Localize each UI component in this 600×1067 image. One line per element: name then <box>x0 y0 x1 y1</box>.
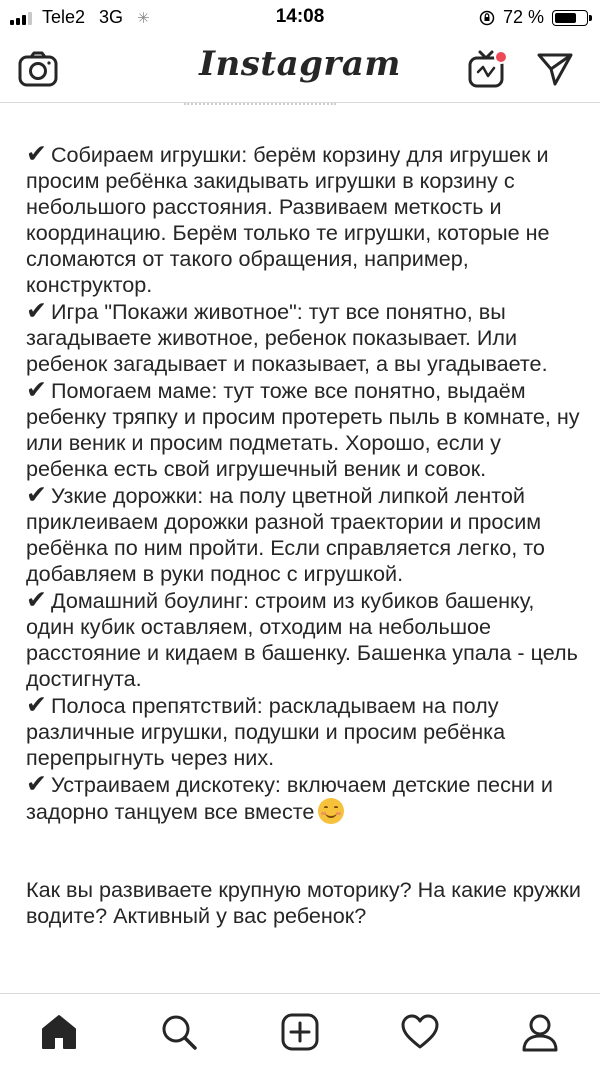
check-mark-icon: ✔ <box>26 586 47 614</box>
caption-divider <box>184 103 336 107</box>
check-mark-icon: ✔ <box>26 297 47 325</box>
clock: 14:08 <box>275 6 325 27</box>
rotation-lock-icon <box>479 10 495 26</box>
bottom-navigation <box>0 993 600 1067</box>
home-icon[interactable] <box>37 1010 81 1054</box>
notification-dot <box>495 51 507 63</box>
carrier-name: Tele2 <box>42 7 86 27</box>
profile-icon[interactable] <box>518 1010 562 1054</box>
battery-fill <box>555 13 576 23</box>
app-header <box>0 36 600 103</box>
post-caption-area <box>0 103 600 993</box>
caption-list-item: ✔ Полоса препятствий: раскладываем на полу различные игрушки, подушки и просим ребёнка перепрыгнуть через них. <box>26 691 506 770</box>
check-mark-icon: ✔ <box>26 376 47 404</box>
loading-spinner-icon: ✳ <box>137 9 150 27</box>
network-type: 3G <box>99 7 124 27</box>
check-mark-icon: ✔ <box>26 770 47 798</box>
smiling-face-emoji-icon <box>318 798 344 824</box>
check-mark-icon: ✔ <box>26 140 47 168</box>
igtv-icon[interactable] <box>466 48 508 90</box>
caption-list-item: ✔ Устраиваем дискотеку: включаем детские песни и задорно танцуем все вместе <box>26 770 553 824</box>
instagram-logo: Instagram <box>199 44 401 84</box>
battery-icon <box>552 10 588 26</box>
check-mark-icon: ✔ <box>26 481 47 509</box>
check-mark-icon: ✔ <box>26 691 47 719</box>
battery-percentage: 72 % <box>502 7 544 27</box>
caption-list-item: ✔ Помогаем маме: тут тоже все понятно, выдаём ребенку тряпку и просим протереть пыль в комнате, ну или веник и просим подметать. Хорошо, если у ребенка есть свой игрушечный веник и совок. <box>26 376 580 481</box>
search-icon[interactable] <box>157 1010 201 1054</box>
direct-send-icon[interactable] <box>534 48 576 90</box>
caption-list-item: ✔ Собираем игрушки: берём корзину для игрушек и просим ребёнка закидывать игрушки в корзину с небольшого расстояния. Развиваем меткость и координацию. Берём только те игрушки, которые не сломаются от такого обращения, например, конструктор. <box>26 140 550 297</box>
activity-heart-icon[interactable] <box>398 1010 442 1054</box>
caption-list-item: ✔ Узкие дорожки: на полу цветной липкой лентой приклеиваем дорожки разной траектории и просим ребёнка по ним пройти. Если справляется легко, то добавляем в руки поднос с игрушкой. <box>26 481 545 586</box>
caption-list-item: ✔ Домашний боулинг: строим из кубиков башенку, один кубик оставляем, отходим на небольшое расстояние и кидаем в башенку. Башенка упала - цель достигнута. <box>26 586 578 691</box>
caption-list-item: ✔ Игра "Покажи животное": тут все понятно, вы загадываете животное, ребенок показывает. Или ребенок загадывает и показывает, а вы угадываете. <box>26 297 548 376</box>
status-bar <box>0 0 600 36</box>
post-caption <box>26 141 586 929</box>
new-post-icon[interactable] <box>278 1010 322 1054</box>
caption-question: Как вы развиваете крупную моторику? На какие кружки водите? Активный у вас ребенок? <box>26 877 581 928</box>
